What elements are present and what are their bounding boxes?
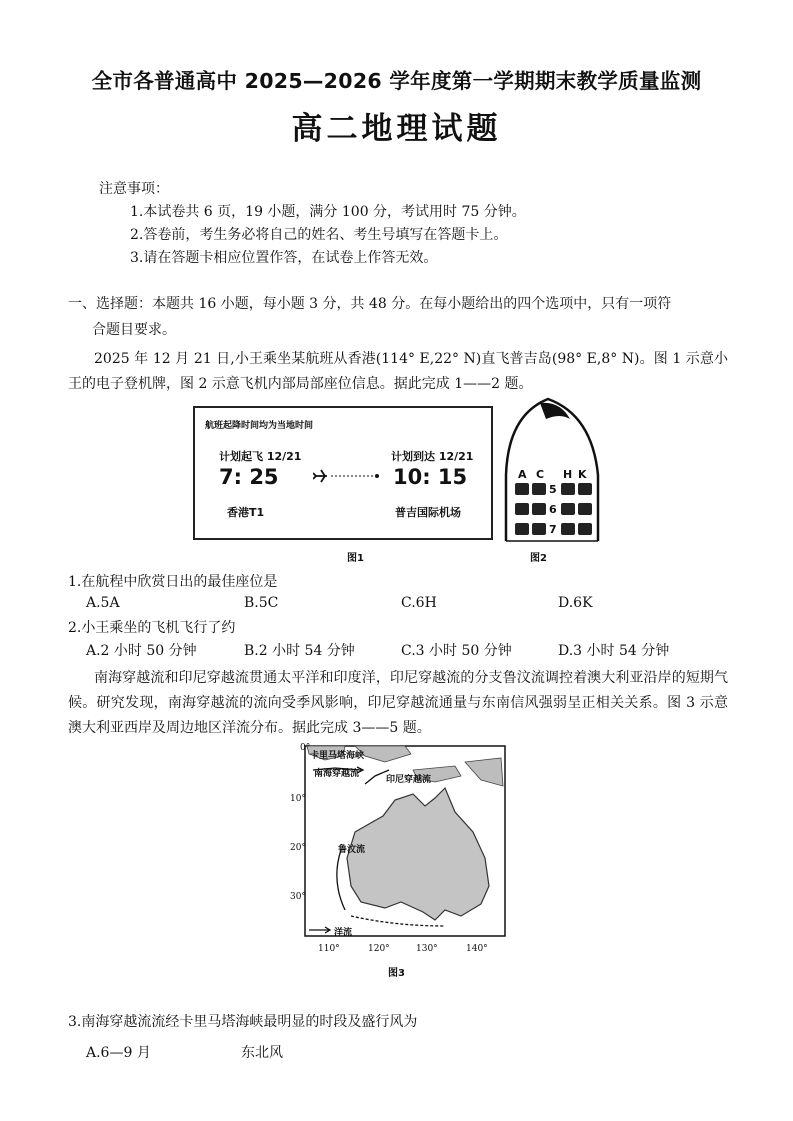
figure-2-caption: 图2: [530, 553, 547, 564]
q1-option-c: C.6H: [401, 595, 437, 611]
row-number: 6: [549, 503, 557, 516]
q2-option-d: D.3 小时 54 分钟: [558, 643, 670, 659]
seat: [532, 483, 546, 495]
seat: [578, 503, 592, 515]
figure-1-caption: 图1: [347, 553, 364, 564]
q1-option-a: A.5A: [86, 595, 120, 611]
depart-time: 7: 25: [219, 465, 279, 489]
pass-note: 航班起降时间均为当地时间: [205, 421, 314, 431]
airplane-icon: [313, 466, 383, 486]
q2-option-b: B.2 小时 54 分钟: [244, 643, 355, 659]
legend-current: 洋流: [334, 928, 353, 938]
lon-label-120: 120°: [368, 944, 390, 954]
lon-label-140: 140°: [466, 944, 488, 954]
depart-label: 计划起飞 12/21: [219, 450, 302, 463]
strait-label: 卡里马塔海峡: [310, 751, 365, 761]
lat-label-10: 10°: [290, 794, 306, 804]
question-1-stem: 1.在航程中欣赏日出的最佳座位是: [68, 574, 278, 590]
seat: [515, 523, 529, 535]
boarding-pass: [193, 406, 493, 540]
seat-letter-c: C: [536, 468, 545, 481]
seat: [561, 503, 575, 515]
paper-title: 高二地理试题: [291, 111, 502, 147]
question-3-stem: 3.南海穿越流流经卡里马塔海峡最明显的时段及盛行风为: [68, 1014, 418, 1030]
leeuwin-current-label: 鲁汶流: [338, 845, 366, 855]
q2-option-c: C.3 小时 50 分钟: [401, 643, 512, 659]
scs-throughflow-label: 南海穿越流: [314, 769, 360, 779]
seat: [515, 483, 529, 495]
itf-label: 印尼穿越流: [386, 775, 432, 785]
q1-option-d: D.6K: [558, 595, 593, 611]
section-heading-cont: 合题目要求。: [92, 322, 176, 338]
q2-option-a: A.2 小时 50 分钟: [86, 643, 197, 659]
notes-title: 注意事项：: [99, 181, 169, 197]
figure-3-caption: 图3: [388, 968, 405, 979]
section-heading: 一、选择题：本题共 16 小题，每小题 3 分，共 48 分。在每小题给出的四个选项中，只有一项符: [68, 296, 672, 312]
exam-header: 全市各普通高中 2025—2026 学年度第一学期期末教学质量监测: [91, 69, 702, 93]
row-number: 5: [549, 483, 557, 496]
seat-letter-a: A: [518, 468, 527, 481]
seat: [561, 523, 575, 535]
passage-1: 2025 年 12 月 21 日,小王乘坐某航班从香港(114° E,22° N)直飞普吉岛(98° E,8° N)。图 1 示意小王的电子登机牌，图 2 示意飞机内部局部座位信息。据此完成 1——2 题。: [68, 351, 728, 392]
q3-option-a-period: A.6—9 月: [86, 1045, 151, 1061]
lat-label-0: 0°: [300, 743, 311, 753]
seat: [532, 523, 546, 535]
seat: [515, 503, 529, 515]
lon-label-110: 110°: [318, 944, 340, 954]
lat-label-20: 20°: [290, 843, 306, 853]
seat: [561, 483, 575, 495]
passage-2: 南海穿越流和印尼穿越流贯通太平洋和印度洋，印尼穿越流的分支鲁汶流调控着澳大利亚沿岸的短期气候。研究发现，南海穿越流的流向受季风影响，印尼穿越流通量与东南信风强弱呈正相关关系。图 3 示意澳大利亚西岸及周边地区洋流分布。据此完成 3——5 题。: [68, 670, 728, 736]
note-item-2: 2.答卷前，考生务必将自己的姓名、考生号填写在答题卡上。: [130, 227, 508, 243]
note-item-3: 3.请在答题卡相应位置作答，在试卷上作答无效。: [130, 250, 438, 266]
seat-letter-k: K: [578, 468, 587, 481]
seat: [578, 483, 592, 495]
note-item-1: 1.本试卷共 6 页，19 小题，满分 100 分，考试用时 75 分钟。: [130, 204, 526, 220]
question-2-stem: 2.小王乘坐的飞机飞行了约: [68, 620, 236, 636]
seat: [532, 503, 546, 515]
row-number: 7: [549, 523, 557, 536]
seat-letter-h: H: [563, 468, 573, 481]
q3-option-a-wind: 东北风: [241, 1045, 283, 1061]
arrive-airport: 普吉国际机场: [395, 506, 461, 519]
seat: [578, 523, 592, 535]
arrive-time: 10: 15: [393, 465, 468, 489]
lat-label-30: 30°: [290, 892, 306, 902]
lon-label-130: 130°: [416, 944, 438, 954]
arrive-label: 计划到达 12/21: [391, 450, 474, 463]
depart-airport: 香港T1: [227, 506, 265, 519]
q1-option-b: B.5C: [244, 595, 279, 611]
